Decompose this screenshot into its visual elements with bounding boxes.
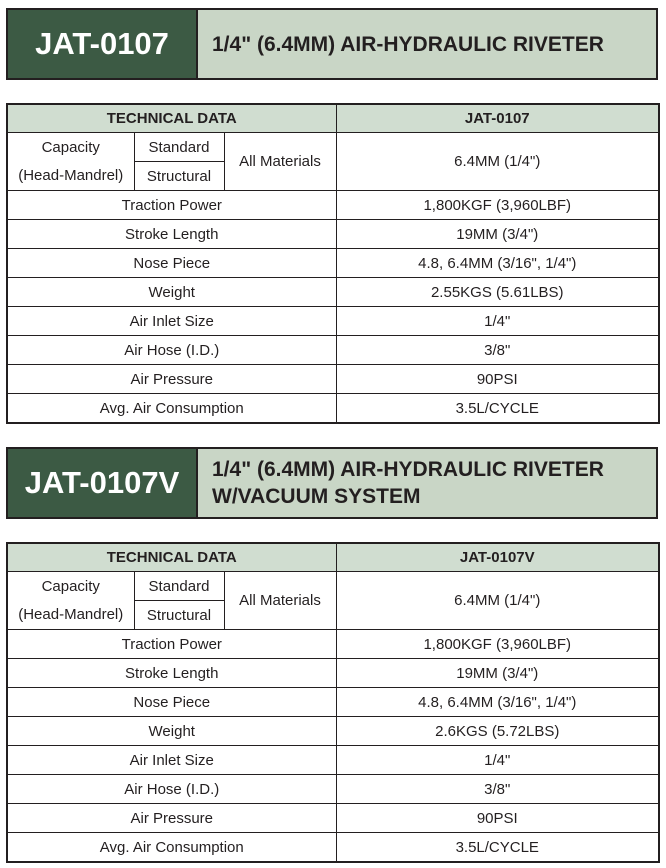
model-number: JAT-0107V	[8, 449, 198, 517]
spec-value: 19MM (3/4")	[336, 659, 659, 688]
spec-value: 19MM (3/4")	[336, 220, 659, 249]
capacity-label-line: Capacity	[41, 577, 100, 595]
spec-label: Traction Power	[7, 630, 336, 659]
table-row	[7, 833, 659, 863]
table-row	[7, 365, 659, 394]
spec-value: 90PSI	[336, 365, 659, 394]
table-row	[7, 572, 659, 601]
spec-label: Stroke Length	[7, 220, 336, 249]
spec-value: 1/4"	[336, 746, 659, 775]
spec-value: 3.5L/CYCLE	[336, 833, 659, 863]
product-header	[6, 447, 658, 519]
table-row	[7, 717, 659, 746]
technical-data-heading: TECHNICAL DATA	[7, 543, 336, 572]
spec-label: Weight	[7, 278, 336, 307]
spec-label: Nose Piece	[7, 249, 336, 278]
product-title-line: 1/4" (6.4MM) AIR-HYDRAULIC RIVETER	[212, 32, 604, 56]
table-row	[7, 220, 659, 249]
spec-label: Avg. Air Consumption	[7, 394, 336, 424]
technical-data-table	[6, 103, 660, 424]
spec-value: 3/8"	[336, 336, 659, 365]
spec-value: 4.8, 6.4MM (3/16", 1/4")	[336, 249, 659, 278]
product-header	[6, 8, 658, 80]
spec-label: Air Hose (I.D.)	[7, 336, 336, 365]
product-title	[198, 10, 656, 78]
table-row	[7, 249, 659, 278]
capacity-value: 6.4MM (1/4")	[336, 133, 659, 191]
capacity-label	[7, 133, 134, 191]
table-row	[7, 394, 659, 424]
spec-label: Air Hose (I.D.)	[7, 775, 336, 804]
table-row	[7, 804, 659, 833]
capacity-label	[7, 572, 134, 630]
structural-label: Structural	[134, 601, 224, 630]
table-row	[7, 307, 659, 336]
spec-value: 2.55KGS (5.61LBS)	[336, 278, 659, 307]
spec-label: Air Inlet Size	[7, 307, 336, 336]
table-row	[7, 659, 659, 688]
product-title	[198, 449, 656, 517]
technical-data-table	[6, 542, 660, 863]
spec-value: 1/4"	[336, 307, 659, 336]
standard-label: Standard	[134, 133, 224, 162]
spec-label: Traction Power	[7, 191, 336, 220]
structural-label: Structural	[134, 162, 224, 191]
table-header-row	[7, 104, 659, 133]
spec-label: Air Pressure	[7, 804, 336, 833]
model-number: JAT-0107	[8, 10, 198, 78]
capacity-value: 6.4MM (1/4")	[336, 572, 659, 630]
table-row	[7, 688, 659, 717]
product-title-line: 1/4" (6.4MM) AIR-HYDRAULIC RIVETER	[212, 458, 604, 481]
table-row	[7, 133, 659, 162]
technical-data-heading: TECHNICAL DATA	[7, 104, 336, 133]
all-materials-label: All Materials	[224, 572, 336, 630]
spec-label: Air Inlet Size	[7, 746, 336, 775]
model-column-heading: JAT-0107	[336, 104, 659, 133]
spec-label: Weight	[7, 717, 336, 746]
capacity-label-line: (Head-Mandrel)	[18, 605, 124, 623]
spec-value: 90PSI	[336, 804, 659, 833]
capacity-label-line: Capacity	[41, 138, 100, 156]
product-title-line: W/VACUUM SYSTEM	[212, 485, 421, 508]
all-materials-label: All Materials	[224, 133, 336, 191]
table-row	[7, 630, 659, 659]
table-row	[7, 775, 659, 804]
spec-label: Nose Piece	[7, 688, 336, 717]
capacity-label-line: (Head-Mandrel)	[18, 166, 124, 184]
spec-value: 4.8, 6.4MM (3/16", 1/4")	[336, 688, 659, 717]
model-column-heading: JAT-0107V	[336, 543, 659, 572]
table-row	[7, 336, 659, 365]
spec-value: 3/8"	[336, 775, 659, 804]
table-row	[7, 191, 659, 220]
spec-value: 1,800KGF (3,960LBF)	[336, 630, 659, 659]
table-row	[7, 278, 659, 307]
table-row	[7, 746, 659, 775]
table-header-row	[7, 543, 659, 572]
spec-value: 3.5L/CYCLE	[336, 394, 659, 424]
spec-label: Avg. Air Consumption	[7, 833, 336, 863]
spec-value: 2.6KGS (5.72LBS)	[336, 717, 659, 746]
standard-label: Standard	[134, 572, 224, 601]
spec-value: 1,800KGF (3,960LBF)	[336, 191, 659, 220]
spec-label: Air Pressure	[7, 365, 336, 394]
spec-label: Stroke Length	[7, 659, 336, 688]
